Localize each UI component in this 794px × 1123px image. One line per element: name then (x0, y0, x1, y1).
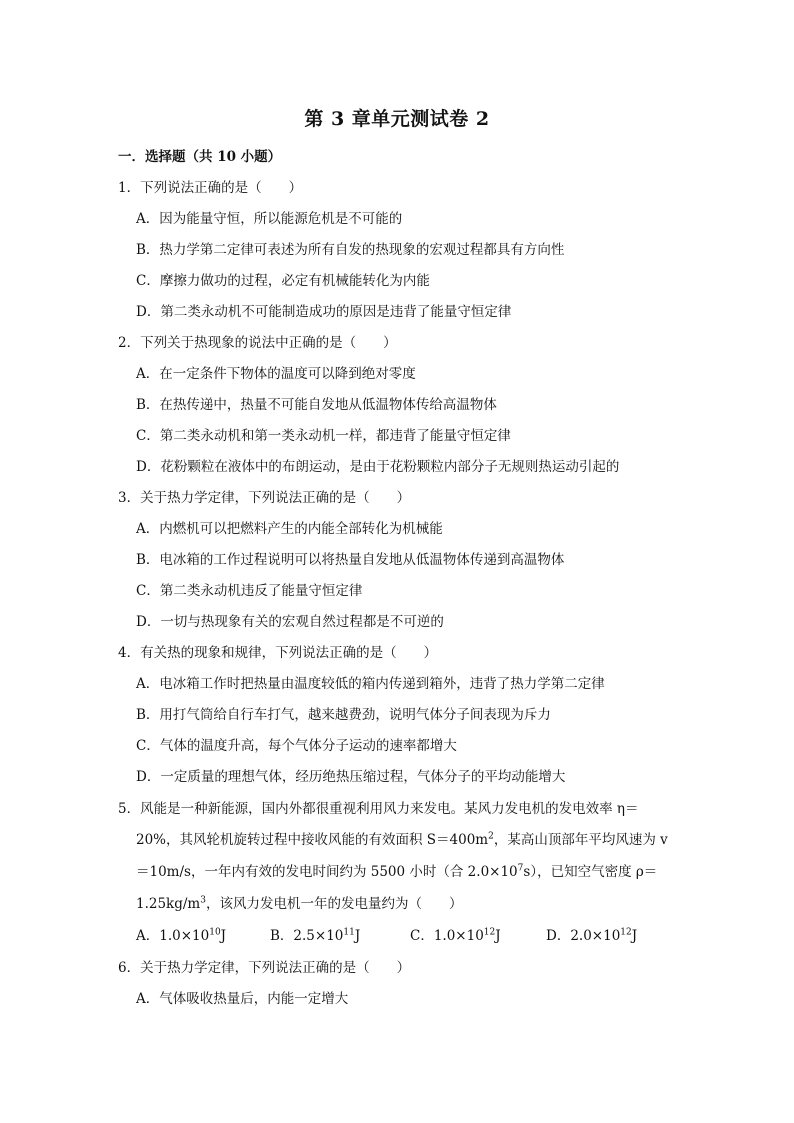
question-2-option-a: A．在一定条件下物体的温度可以降到绝对零度 (136, 366, 416, 382)
question-1-option-a: A．因为能量守恒，所以能源危机是不可能的 (136, 211, 403, 227)
question-5-line-2-text-end: ，某高山顶部年平均风速为 v (493, 832, 668, 848)
question-4-option-d: D．一定质量的理想气体，经历绝热压缩过程，气体分子的平均动能增大 (136, 769, 566, 785)
section-heading: 一．选择题（共 10 小题） (118, 149, 282, 165)
question-3-option-b: B．电冰箱的工作过程说明可以将热量自发地从低温物体传递到高温物体 (136, 552, 565, 568)
superscript: 7 (517, 863, 524, 874)
question-5-line-2-text: 20%，其风轮机旋转过程中接收风能的有效面积 S＝400m (136, 832, 489, 848)
question-1-option-b: B．热力学第二定律可表述为所有自发的热现象的宏观过程都具有方向性 (136, 242, 565, 258)
question-5-line-3-text-end: s），已知空气密度 ρ＝ (523, 864, 658, 880)
superscript: 2 (488, 831, 494, 842)
option-a-unit: J (220, 928, 227, 944)
question-5-option-b (270, 924, 410, 944)
question-6-stem: 6．关于热力学定律，下列说法正确的是（ ） (118, 960, 411, 976)
question-3-option-d: D．一切与热现象有关的宏观自然过程都是不可逆的 (136, 614, 444, 630)
question-5-line-2 (136, 828, 668, 848)
question-5-option-c (410, 924, 546, 944)
question-5-line-1: 5．风能是一种新能源，国内外都很重视利用风力来发电。某风力发电机的发电效率 η＝ (118, 801, 639, 817)
option-a-text: A．1.0×10 (136, 928, 210, 944)
question-5-line-4-text-end: ，该风力发电机一年的发电量约为（ ） (205, 896, 463, 912)
question-3-option-c: C．第二类永动机违反了能量守恒定律 (136, 583, 363, 599)
superscript: 11 (343, 927, 355, 938)
question-1-stem: 1．下列说法正确的是（ ） (118, 180, 303, 196)
superscript: 3 (200, 895, 206, 906)
question-5-line-3 (136, 860, 657, 880)
question-3-option-a: A．内燃机可以把燃料产生的内能全部转化为机械能 (136, 521, 443, 537)
option-d-unit: J (631, 928, 638, 944)
question-5-option-a (136, 924, 270, 944)
question-4-option-a: A．电冰箱工作时把热量由温度较低的箱内传递到箱外，违背了热力学第二定律 (136, 676, 605, 692)
page-title: 第 3 章单元测试卷 2 (304, 108, 490, 130)
superscript: 10 (209, 927, 221, 938)
question-2-option-c: C．第二类永动机和第一类永动机一样，都违背了能量守恒定律 (136, 428, 511, 444)
option-d-text: D．2.0×10 (546, 928, 621, 944)
question-5-line-3-text: ＝10m/s，一年内有效的发电时间约为 5500 小时（合 2.0×10 (136, 864, 518, 880)
question-2-option-b: B．在热传递中，热量不可能自发地从低温物体传给高温物体 (136, 397, 497, 413)
option-c-unit: J (495, 928, 501, 944)
question-5-options (136, 924, 637, 944)
question-5-option-d (546, 924, 637, 944)
question-5-line-4-text: 1.25kg/m (136, 896, 201, 912)
option-b-text: B．2.5×10 (270, 928, 344, 944)
question-2-option-d: D．花粉颗粒在液体中的布朗运动，是由于花粉颗粒内部分子无规则热运动引起的 (136, 459, 620, 475)
question-6-option-a: A．气体吸收热量后，内能一定增大 (136, 991, 349, 1007)
superscript: 12 (483, 927, 496, 938)
question-2-stem: 2．下列关于热现象的说法中正确的是（ ） (118, 335, 397, 351)
option-b-unit: J (354, 928, 361, 944)
question-5-line-4 (136, 892, 462, 912)
question-3-stem: 3．关于热力学定律，下列说法正确的是（ ） (118, 490, 411, 506)
question-4-option-c: C．气体的温度升高，每个气体分子运动的速率都增大 (136, 738, 457, 754)
superscript: 12 (620, 927, 632, 938)
option-c-text: C．1.0×10 (410, 928, 484, 944)
question-1-option-c: C．摩擦力做功的过程，必定有机械能转化为内能 (136, 273, 430, 289)
question-4-stem: 4．有关热的现象和规律，下列说法正确的是（ ） (118, 645, 438, 661)
question-1-option-d: D．第二类永动机不可能制造成功的原因是违背了能量守恒定律 (136, 304, 512, 320)
question-4-option-b: B．用打气筒给自行车打气，越来越费劲，说明气体分子间表现为斥力 (136, 707, 551, 723)
